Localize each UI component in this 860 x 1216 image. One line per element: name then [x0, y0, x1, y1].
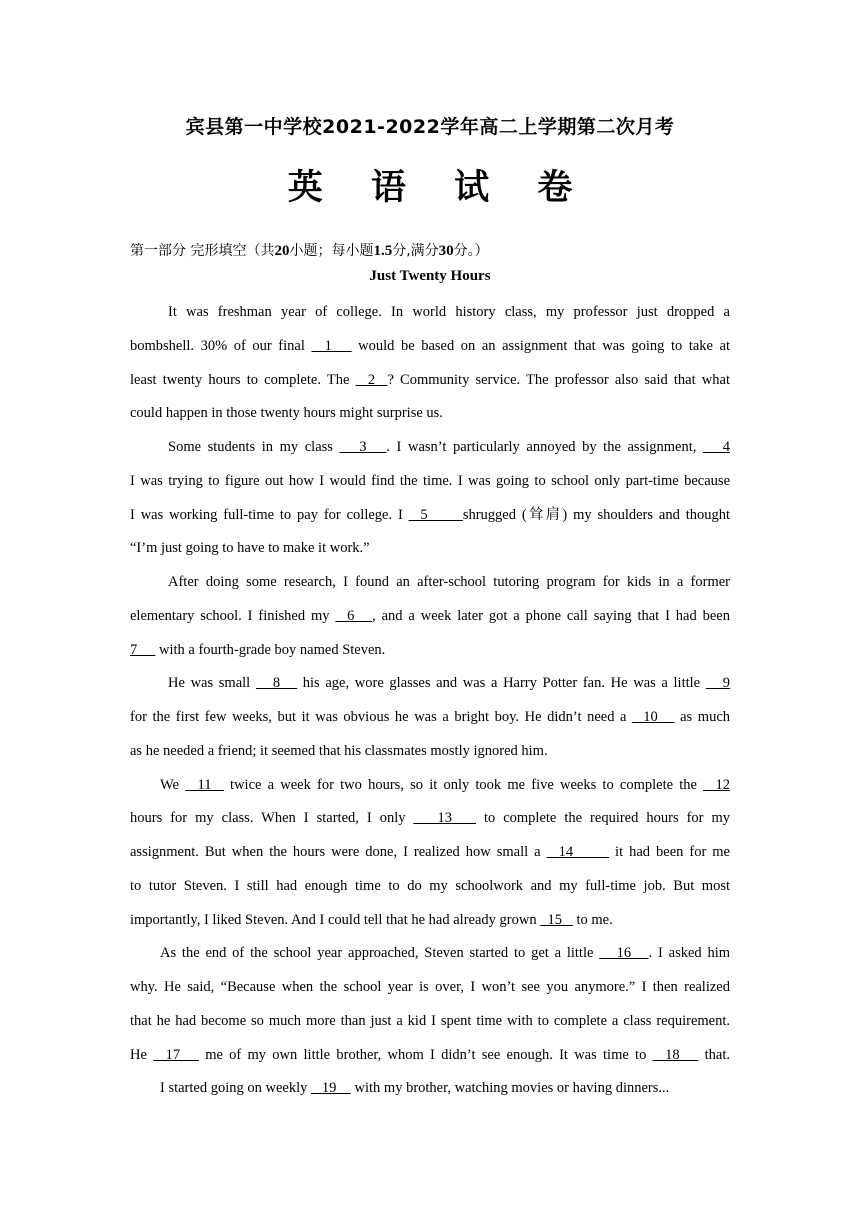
passage-line — [130, 802, 730, 836]
passage-text: as he needed a friend; it seemed that his classmates mostly ignored him. — [130, 742, 548, 759]
passage-text: to complete the required hours for my — [475, 810, 731, 827]
passage-text: . I asked him — [648, 945, 731, 962]
answer-blank[interactable]: 1 — [311, 337, 352, 354]
answer-blank[interactable]: 6 — [335, 607, 373, 624]
section-heading — [130, 240, 489, 260]
points-per-question: 1.5 — [373, 243, 393, 259]
passage-line — [130, 465, 730, 499]
passage-line — [130, 364, 730, 398]
passage-line — [130, 1039, 730, 1073]
passage-text: with my brother, watching movies or having dinners... — [350, 1080, 670, 1097]
passage-line — [130, 1005, 730, 1039]
total-points: 30 — [438, 243, 454, 259]
passage-line — [130, 769, 730, 803]
passage-text: it had been for me — [609, 844, 730, 860]
answer-blank[interactable]: 19 — [311, 1080, 351, 1097]
section-heading-a: 第一部分 完形填空（共 — [130, 243, 275, 259]
passage-text: for the first few weeks, but it was obvious he was a bright boy. He didn’t need a — [130, 709, 633, 725]
question-count: 20 — [274, 243, 290, 259]
passage-line — [130, 330, 730, 364]
passage-line — [130, 566, 730, 600]
subject-title: 英 语 试 卷 — [287, 167, 591, 208]
passage-text: importantly, I liked Steven. And I could tell that he had already grown — [130, 911, 541, 928]
passage-text: to tutor Steven. I still had enough time to do my schoolwork and my full-time job. But most — [130, 877, 730, 894]
school-title: 宾县第一中学校2021-2022学年高二上学期第二次月考 — [185, 116, 675, 138]
passage-text: I was working full-time to pay for college. I — [130, 506, 409, 523]
passage-text: As the end of the school year approached, Steven started to get a little — [160, 945, 600, 962]
passage-text: He was small — [168, 675, 256, 692]
passage-text: After doing some research, I found an after-school tutoring program for kids in a former — [168, 574, 730, 590]
answer-blank[interactable]: 17 — [153, 1046, 199, 1063]
passage-body — [130, 296, 730, 1106]
passage-line — [130, 836, 730, 870]
passage-text: would be based on an assignment that was going to take at — [351, 337, 730, 354]
answer-blank[interactable]: 4 — [702, 439, 730, 455]
passage-text: shrugged (耸肩) my shoulders and thought — [462, 506, 731, 523]
passage-text: We — [160, 776, 186, 793]
section-heading-d: 分。） — [453, 243, 489, 259]
passage-text: assignment. But when the hours were done, I realized how small a — [130, 844, 547, 860]
answer-blank[interactable]: 14 — [546, 844, 610, 860]
passage-text: . I wasn’t particularly annoyed by the assignment, — [386, 439, 703, 455]
answer-blank[interactable]: 18 — [652, 1046, 699, 1063]
answer-blank[interactable]: 13 — [413, 810, 476, 827]
answer-blank[interactable]: 11 — [185, 776, 224, 793]
passage-text: He — [130, 1046, 154, 1063]
section-heading-b: 小题；每小题 — [289, 243, 374, 259]
passage-text: I was trying to figure out how I would find the time. I was going to school only part-time because — [130, 472, 730, 489]
passage-line — [130, 870, 730, 904]
passage-text: that he had become so much more than just a kid I spent time with to complete a class requirement. — [130, 1012, 730, 1029]
passage-text: could happen in those twenty hours might surprise us. — [130, 405, 443, 422]
passage-text: It was freshman year of college. In world history class, my professor just dropped a — [168, 304, 730, 320]
answer-blank[interactable]: 2 — [355, 371, 388, 388]
passage-line — [130, 667, 730, 701]
passage-line — [130, 971, 730, 1005]
passage-text: me of my own little brother, whom I didn’t see enough. It was time to — [198, 1046, 653, 1063]
passage-text: “I’m just going to have to make it work.” — [130, 540, 370, 557]
passage-text: bombshell. 30% of our final — [130, 337, 312, 354]
passage-text: why. He said, “Because when the school year is over, I won’t see you anymore.” I then realized — [130, 979, 730, 995]
passage-line — [130, 296, 730, 330]
passage-text: I started going on weekly — [160, 1080, 312, 1097]
passage-line — [130, 904, 730, 938]
passage-text: twice a week for two hours, so it only took me five weeks to complete the — [223, 776, 704, 793]
answer-blank[interactable]: 9 — [705, 675, 731, 692]
passage-text: elementary school. I finished my — [130, 607, 336, 624]
passage-text: least twenty hours to complete. The — [130, 371, 356, 388]
passage-text: as much — [674, 709, 731, 725]
passage-line — [130, 937, 730, 971]
section-heading-c: 分,满分 — [392, 243, 439, 259]
passage-text: , and a week later got a phone call saying that I had been — [372, 607, 730, 624]
passage-line — [130, 499, 730, 533]
passage-line — [130, 701, 730, 735]
passage-line — [130, 735, 730, 769]
answer-blank[interactable]: 10 — [632, 709, 675, 725]
passage-text: hours for my class. When I started, I only — [130, 810, 414, 827]
passage-text: his age, wore glasses and was a Harry Potter fan. He was a little — [297, 675, 706, 692]
answer-blank[interactable]: 15 — [540, 911, 573, 928]
passage-text: Some students in my class — [168, 439, 340, 455]
answer-blank[interactable]: 3 — [339, 439, 387, 455]
answer-blank[interactable]: 12 — [703, 776, 730, 793]
answer-blank[interactable]: 8 — [255, 675, 298, 692]
passage-text: that. — [698, 1046, 730, 1063]
passage-text: with a fourth-grade boy named Steven. — [155, 641, 386, 658]
passage-title: Just Twenty Hours — [369, 268, 491, 284]
answer-blank[interactable]: 5 — [408, 506, 463, 523]
answer-blank[interactable]: 16 — [599, 945, 649, 962]
passage-line — [130, 600, 730, 634]
passage-line — [130, 634, 730, 668]
passage-line — [130, 532, 730, 566]
passage-text: ? Community service. The professor also said that what — [387, 371, 730, 388]
passage-line — [130, 431, 730, 465]
passage-line — [130, 397, 730, 431]
answer-blank[interactable]: 7 — [130, 641, 156, 658]
passage-line — [130, 1072, 730, 1106]
passage-text: to me. — [572, 911, 613, 928]
